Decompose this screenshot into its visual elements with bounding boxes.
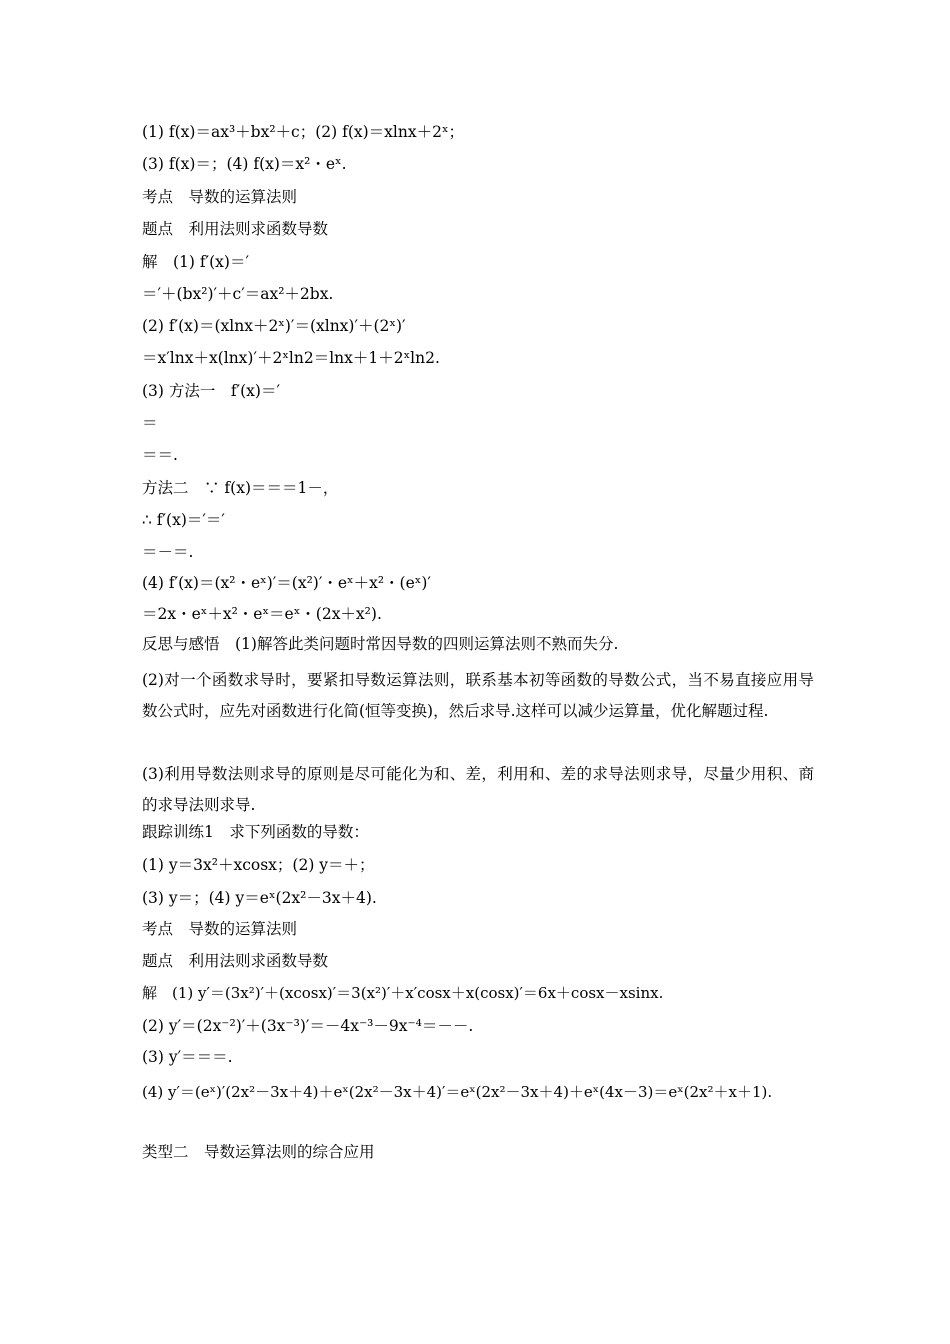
text-line: (3) 方法一 f′(x)＝′ xyxy=(142,382,280,400)
text-line: 解 (1) y′＝(3x²)′＋(xcosx)′＝3(x²)′＋x′cosx＋x(cosx)′＝6x＋cosx－xsinx. xyxy=(142,984,664,1002)
text-line: (3) f(x)＝；(4) f(x)＝x²・eˣ. xyxy=(142,155,347,173)
text-paragraph: (4) y′＝(eˣ)′(2x²－3x＋4)＋eˣ(2x²－3x＋4)′＝eˣ(2x²－3x＋4)＋eˣ(4x－3)＝eˣ(2x²＋x＋1). xyxy=(142,1083,773,1101)
text-line: 方法二 ∵ f(x)＝＝＝1－， xyxy=(142,479,339,497)
text-line: ＝ xyxy=(142,414,158,432)
text-line: 题点 利用法则求函数导数 xyxy=(142,220,329,238)
text-line: 考点 导数的运算法则 xyxy=(142,188,298,206)
text-line: (4) f′(x)＝(x²・eˣ)′＝(x²)′・eˣ＋x²・(eˣ)′ xyxy=(142,574,431,592)
text-line: 跟踪训练1 求下列函数的导数： xyxy=(142,823,369,841)
text-line: (2) f′(x)＝(xlnx＋2ˣ)′＝(xlnx)′＋(2ˣ)′ xyxy=(142,317,406,335)
section-heading: 类型二 导数运算法则的综合应用 xyxy=(142,1143,375,1161)
text-line: ＝＝. xyxy=(142,446,178,464)
text-line: 反思与感悟 (1)解答此类问题时常因导数的四则运算法则不熟而失分. xyxy=(142,635,619,653)
text-line: (1) f(x)＝ax³＋bx²＋c；(2) f(x)＝xlnx＋2ˣ； xyxy=(142,123,465,141)
text-paragraph: (3)利用导数法则求导的原则是尽可能化为和、差，利用和、差的求导法则求导，尽量少用积、商的求导法则求导. xyxy=(142,765,814,814)
text-line: (1) y＝3x²＋xcosx；(2) y＝＋； xyxy=(142,856,375,874)
text-line: ＝2x・eˣ＋x²・eˣ＝eˣ・(2x＋x²). xyxy=(142,605,382,623)
text-line: 考点 导数的运算法则 xyxy=(142,920,298,938)
text-paragraph: (2)对一个函数求导时，要紧扣导数运算法则，联系基本初等函数的导数公式，当不易直接应用导数公式时，应先对函数进行化简(恒等变换)，然后求导.这样可以减少运算量，优化解题过程. xyxy=(142,671,814,720)
text-line: ＝－＝. xyxy=(142,543,194,561)
text-line: 题点 利用法则求函数导数 xyxy=(142,952,329,970)
text-line: ＝x′lnx＋x(lnx)′＋2ˣln2＝lnx＋1＋2ˣln2. xyxy=(142,349,440,367)
text-line: 解 (1) f′(x)＝′ xyxy=(142,253,249,271)
text-line: (3) y＝；(4) y＝eˣ(2x²－3x＋4). xyxy=(142,889,377,907)
text-line: (2) y′＝(2x⁻²)′＋(3x⁻³)′＝－4x⁻³－9x⁻⁴＝－－. xyxy=(142,1017,474,1035)
text-line: ＝′＋(bx²)′＋c′＝ax²＋2bx. xyxy=(142,285,334,303)
text-line: (3) y′＝＝＝. xyxy=(142,1048,233,1066)
text-line: ∴ f′(x)＝′＝′ xyxy=(142,511,225,529)
